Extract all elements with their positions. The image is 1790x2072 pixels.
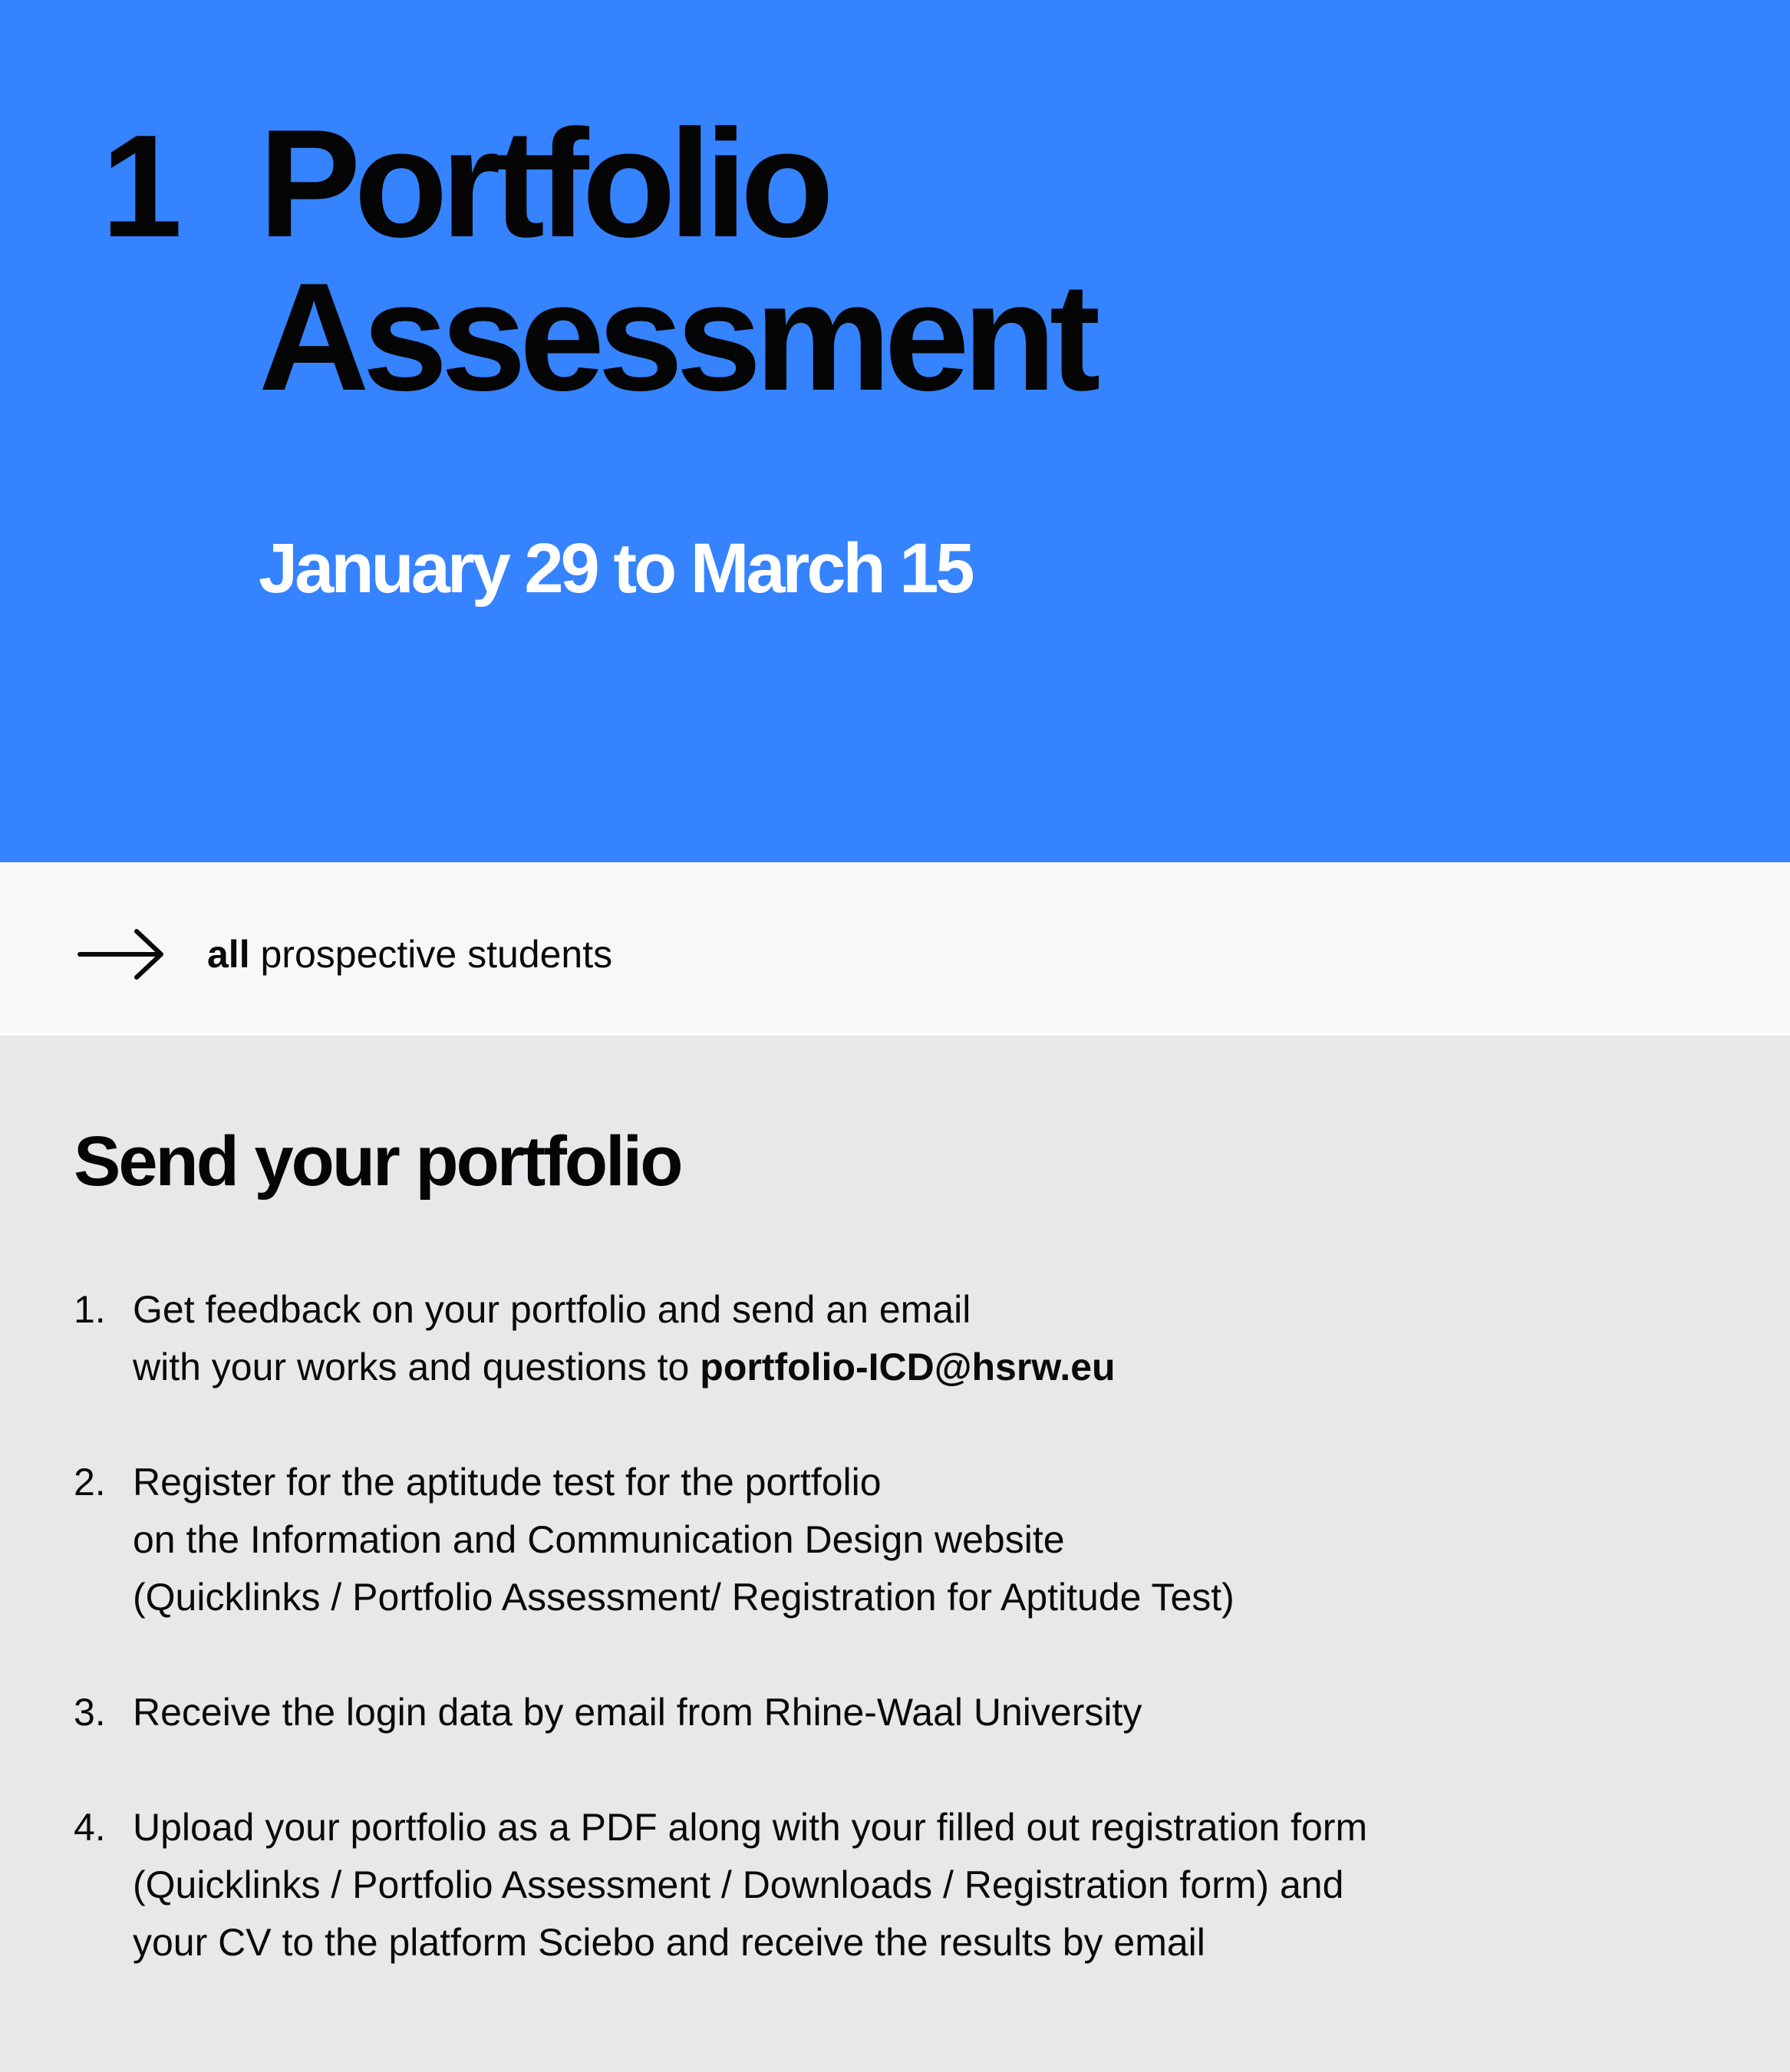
- step-number: 2.: [74, 1461, 106, 1504]
- steps-section: [0, 1036, 1790, 2072]
- hero-banner: [0, 0, 1790, 862]
- step-item-4: [74, 1799, 1367, 1972]
- step-number: 4.: [74, 1806, 106, 1849]
- section-title: Send your portfolio: [74, 1122, 681, 1201]
- section-number: 1: [101, 105, 176, 268]
- step-text-part: with your works and questions to: [133, 1346, 690, 1388]
- step-number: 1.: [74, 1288, 106, 1331]
- step-text: on the Information and Communication Design website: [133, 1518, 1065, 1561]
- date-range: January 29 to March 15: [259, 529, 972, 608]
- step-text: [133, 1339, 1367, 1396]
- audience-label: prospective students: [260, 933, 613, 976]
- step-text: Receive the login data by email from Rhine-Waal University: [133, 1691, 1142, 1734]
- step-text: (Quicklinks / Portfolio Assessment/ Registration for Aptitude Test): [133, 1576, 1235, 1619]
- page-title-line-2: Assessment: [259, 252, 1094, 423]
- step-text: (Quicklinks / Portfolio Assessment / Downloads / Registration form) and: [133, 1863, 1344, 1906]
- page-title: [259, 98, 1094, 423]
- step-text: your CV to the platform Sciebo and receive the results by email: [133, 1921, 1205, 1964]
- email-link[interactable]: portfolio-ICD@hsrw.eu: [700, 1346, 1116, 1388]
- step-item-3: [74, 1684, 1367, 1741]
- step-text: Get feedback on your portfolio and send an email: [133, 1288, 971, 1331]
- arrow-right-icon: [77, 927, 165, 981]
- step-number: 3.: [74, 1691, 106, 1734]
- step-item-2: [74, 1454, 1367, 1626]
- step-item-1: [74, 1281, 1367, 1396]
- audience-emphasis: all: [207, 933, 250, 976]
- audience-bar: [0, 862, 1790, 1036]
- page-title-line-1: Portfolio: [259, 98, 828, 269]
- step-text: Upload your portfolio as a PDF along with your filled out registration form: [133, 1806, 1368, 1849]
- audience-text: [207, 931, 612, 977]
- steps-list: [74, 1281, 1367, 2029]
- step-text: Register for the aptitude test for the portfolio: [133, 1461, 882, 1504]
